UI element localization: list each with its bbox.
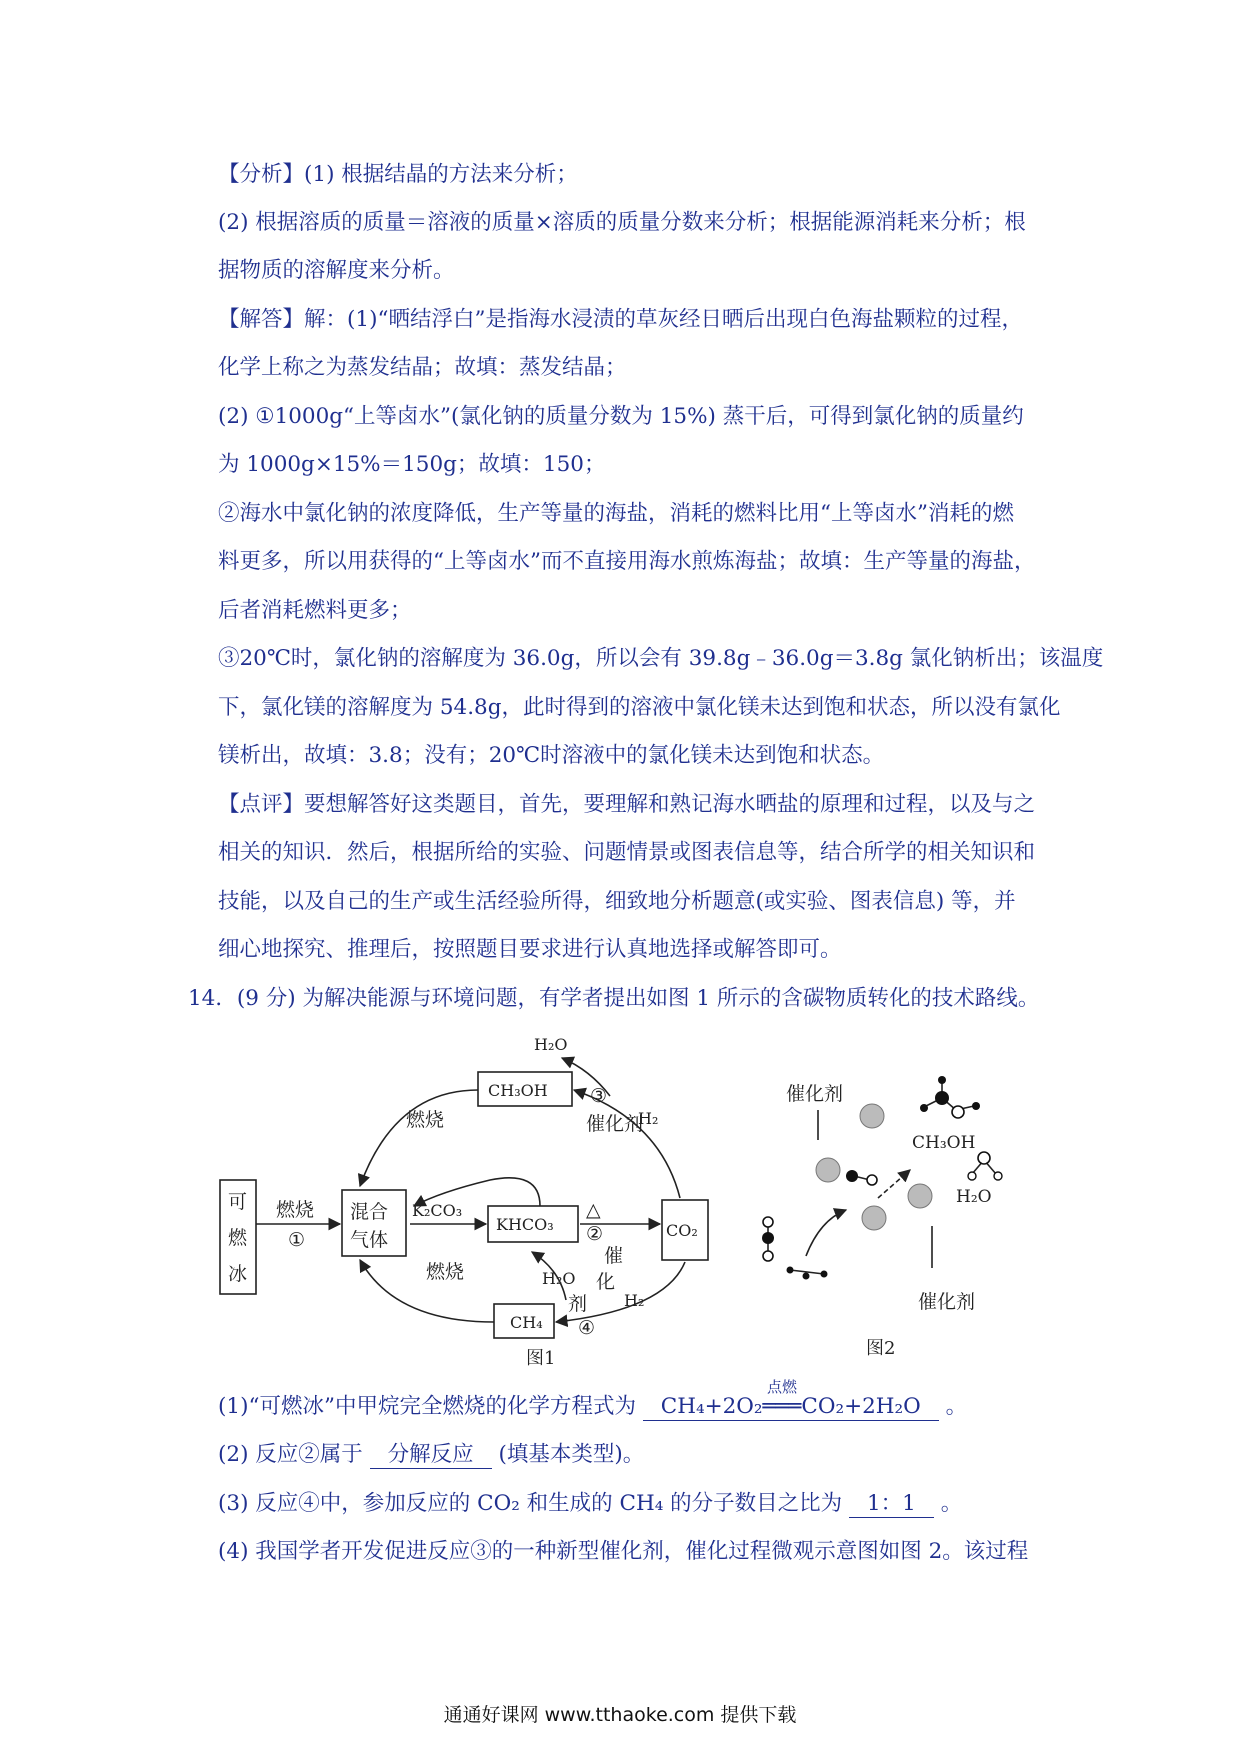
catalyst-bottom-label: 催化剂 [918,1291,976,1313]
hydrogen-atom [972,1102,980,1110]
hydrogen-atom [938,1076,946,1084]
cat-char-a: 催 [604,1245,624,1267]
q14-part-1-prefix: (1)“可燃冰”中甲烷完全燃烧的化学方程式为 [218,1394,636,1419]
step-4-label: ④ [578,1317,596,1339]
comment-line-3: 技能，以及自己的生产或生活经验所得，细致地分析题意(或实验、图表信息) 等，并 [218,889,1016,914]
answer-line-3: (2) ①1000g“上等卤水”(氯化钠的质量分数为 15%) 蒸干后，可得到氯化钠的质量约 [218,404,1024,429]
comment-line-4: 细心地探究、推理后，按照题目要求进行认真地选择或解答即可。 [218,937,842,962]
step-2-label: ② [586,1223,604,1245]
figure-2-caption: 图2 [866,1338,896,1359]
hydrogen-atom [968,1172,976,1180]
co2-label: CO₂ [666,1221,698,1240]
h2o-top-label: H₂O [534,1035,568,1054]
hydrogen-atom [803,1273,810,1280]
q14-part-2-suffix: (填基本类型)。 [498,1442,645,1467]
answer-line-7: 后者消耗燃料更多； [218,598,412,623]
catalyst-blob-1 [860,1104,884,1128]
figure-2-catalysis [760,1030,1020,1360]
ice-char-1: 可 [228,1191,248,1213]
burn-top-label: 燃烧 [406,1109,445,1131]
q14-part-1 [218,1378,968,1422]
carbon-atom [846,1170,858,1182]
catalyst-blob-2 [816,1158,840,1182]
ch3oh-label: CH₃OH [488,1081,548,1100]
question-14-stem: 14．(9 分) 为解决能源与环境问题，有学者提出如图 1 所示的含碳物质转化的技术路线。 [188,986,1040,1011]
q14-part-1-answer-blank [643,1378,939,1421]
mix-label-2: 气体 [350,1229,389,1251]
analysis-line-1: 【分析】(1) 根据结晶的方法来分析； [218,162,578,187]
khco3-label: KHCO₃ [496,1215,554,1234]
carbon-atom [762,1232,774,1244]
catalyst-top-label: 催化剂 [586,1113,644,1135]
hydrogen-atom [994,1172,1002,1180]
hydrogen-atom [787,1267,794,1274]
answer-line-5: ②海水中氯化钠的浓度降低，生产等量的海盐，消耗的燃料比用“上等卤水”消耗的燃 [218,501,1014,526]
ch4-label: CH₄ [510,1313,543,1332]
q14-part-2 [218,1440,644,1470]
cat-char-b: 化 [596,1271,616,1293]
answer-line-6: 料更多，所以用获得的“上等卤水”而不直接用海水煎炼海盐；故填：生产等量的海盐， [218,549,1036,574]
page-footer: 通通好课网 www.tthaoke.com 提供下载 [443,1704,797,1726]
figure-1-carbon-cycle [210,1030,730,1370]
answer-line-9: 下，氯化镁的溶解度为 54.8g，此时得到的溶液中氯化镁未达到饱和状态，所以没有氯化 [218,695,1061,720]
carbon-atom [935,1091,949,1105]
q14-part-1-answer-left: CH₄+2O₂ [660,1394,763,1419]
oxygen-atom [763,1251,773,1261]
ch3oh-label: CH₃OH [912,1133,976,1153]
answer-line-10: 镁析出，故填：3.8；没有；20℃时溶液中的氯化镁未达到饱和状态。 [218,743,885,768]
q14-part-1-answer-right: CO₂+2H₂O [801,1394,921,1419]
comment-line-1: 【点评】要想解答好这类题目，首先，要理解和熟记海水晒盐的原理和过程，以及与之 [218,792,1036,817]
ice-char-3: 冰 [228,1263,248,1285]
h2-top-label: H₂ [638,1109,659,1128]
q14-part-3-answer: 1：1 [849,1491,934,1518]
q14-part-4: (4) 我国学者开发促进反应③的一种新型催化剂，催化过程微观示意图如图 2。该过程 [218,1539,1029,1564]
burn-bottom-label: 燃烧 [426,1261,465,1283]
q14-part-3-prefix: (3) 反应④中，参加反应的 CO₂ 和生成的 CH₄ 的分子数目之比为 [218,1491,843,1516]
h2o-label: H₂O [956,1187,992,1207]
hydrogen-atom [821,1271,828,1278]
catalyst-blob-4 [862,1206,886,1230]
burn-label: 燃烧 [276,1199,315,1221]
ice-char-2: 燃 [228,1227,248,1249]
q14-part-2-answer: 分解反应 [370,1442,492,1469]
step-3-label: ③ [590,1085,608,1107]
delta-label: △ [586,1199,601,1221]
oxygen-atom [952,1106,964,1118]
figure-1-caption: 图1 [526,1348,556,1369]
reaction-condition-label: 点燃 [766,1378,797,1396]
reaction-condition: 点燃 ═══ [763,1394,802,1420]
cat-char-c: 剂 [568,1293,588,1315]
q14-part-2-prefix: (2) 反应②属于 [218,1442,363,1467]
analysis-line-3: 据物质的溶解度来分析。 [218,258,455,283]
catalyst-blob-3 [908,1184,932,1208]
k2co3-label: K₂CO₃ [412,1201,463,1220]
q14-part-1-suffix: 。 [945,1394,968,1419]
q14-part-3-suffix: 。 [940,1491,963,1516]
answer-line-2: 化学上称之为蒸发结晶；故填：蒸发结晶； [218,355,627,380]
h2-bottom-label: H₂ [624,1291,645,1310]
step-1-label: ① [288,1229,306,1251]
oxygen-atom [763,1217,773,1227]
hydrogen-atom [920,1104,928,1112]
answer-line-4: 为 1000g×15%＝150g；故填：150； [218,452,606,477]
catalyst-top-label: 催化剂 [786,1083,844,1105]
oxygen-atom [978,1152,990,1164]
analysis-line-2: (2) 根据溶质的质量＝溶液的质量×溶质的质量分数来分析；根据能源消耗来分析；根 [218,210,1026,235]
q14-part-3 [218,1489,962,1519]
answer-line-1: 【解答】解：(1)“晒结浮白”是指海水浸渍的草灰经日晒后出现白色海盐颗粒的过程， [218,307,1023,332]
mix-label-1: 混合 [350,1201,389,1223]
comment-line-2: 相关的知识．然后，根据所给的实验、问题情景或图表信息等，结合所学的相关知识和 [218,840,1036,865]
oxygen-atom [867,1175,877,1185]
answer-line-8: ③20℃时，氯化钠的溶解度为 36.0g，所以会有 39.8g﹣36.0g＝3.8g 氯化钠析出；该温度 [218,646,1104,671]
h2o-bottom-label: H₂O [542,1269,576,1288]
